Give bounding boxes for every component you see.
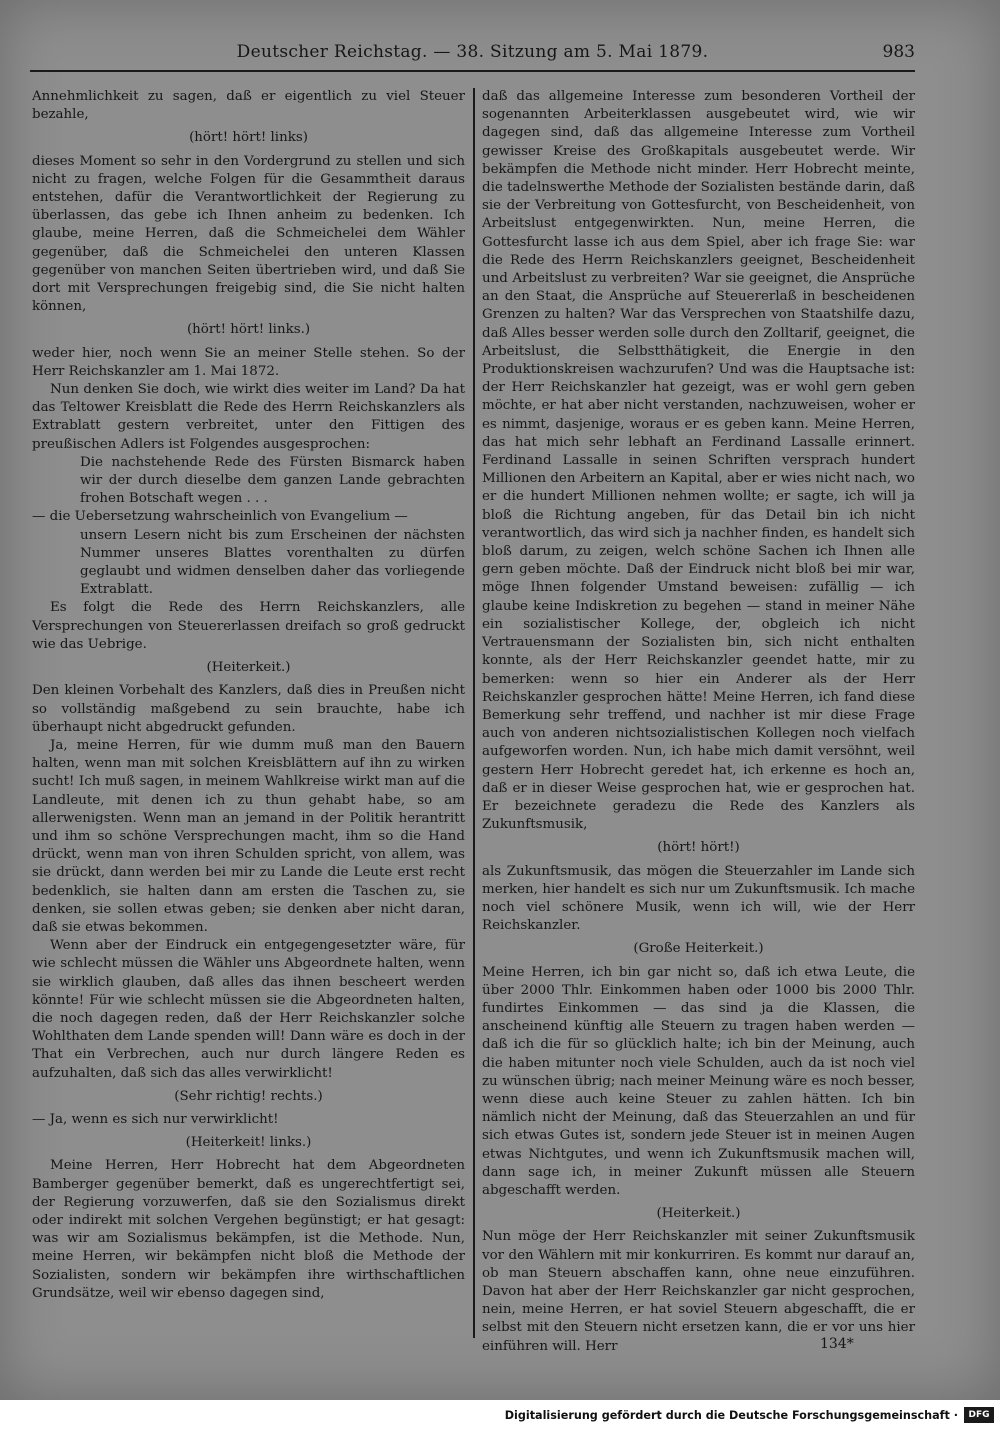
page-number: 983 bbox=[882, 42, 915, 62]
left-paragraph: Die nachstehende Rede des Fürsten Bismarck haben wir der durch dieselbe dem ganzen Lande gebrachten frohen Botschaft wegen . . . bbox=[80, 454, 465, 507]
column-divider bbox=[473, 88, 475, 1338]
left-paragraph: — Ja, wenn es sich nur verwirklicht! bbox=[32, 1111, 279, 1127]
left-interjection: (Sehr richtig! rechts.) bbox=[174, 1088, 323, 1104]
left-interjection: (hört! hört! links.) bbox=[186, 322, 311, 338]
right-paragraph: als Zukunftsmusik, das mögen die Steuerzahler im Lande sich merken, hier handelt es sich nur um Zukunftsmusik. Ich mache noch viel schönere Musik, wenn ich will, wie der Herr Reichskanzler. bbox=[482, 863, 915, 934]
left-paragraph: Annehmlichkeit zu sagen, daß er eigentlich zu viel Steuer bezahle, bbox=[32, 89, 465, 123]
signature-mark: 134* bbox=[820, 1336, 854, 1352]
right-paragraph: Meine Herren, ich bin gar nicht so, daß ich etwa Leute, die über 2000 Thlr. Einkommen haben oder 1000 bis 2000 Thlr. fundirtes Einkommen — das sind ja die Klassen, die anscheinend künftig alle Steuern zu tragen haben werden — daß ich die für so glücklich halte; ich bin der Meinung, auch die haben mitunter noch viele Schulden, auch da ist noch viel zu wünschen übrig; nach meiner Meinung wäre es noch besser, wenn diese auch keine Steuer zu zahlen hätten. Ich bin nämlich nicht der Meinung, daß das Steuerzahlen an und für sich etwas Gutes ist, sondern jede Steuer ist in meinen Augen etwas Nichtgutes, und wenn ich Zukunftsmusik machen will, dann sage ich, in meiner Zukunft müssen alle Steuern abgeschafft werden. bbox=[482, 964, 915, 1198]
page-title: Deutscher Reichstag. — 38. Sitzung am 5. Mai 1879. bbox=[236, 42, 709, 62]
left-paragraph: dieses Moment so sehr in den Vordergrund zu stellen und sich nicht zu fragen, welche Folgen für die Gesammtheit daraus entstehen, dafür die Verantwortlichkeit der Regierung zu überlassen, das gebe ich Ihnen anheim zu bedenken. Ich glaube, meine Herren, daß die Schmeichelei dem Wähler gegenüber, daß die Schmeichelei den unteren Klassen gegenüber von manchen Seiten übertrieben wird, und daß Sie dort mit Versprechungen freigebig sind, die Sie nicht halten können, bbox=[32, 153, 465, 315]
right-interjection: (Große Heiterkeit.) bbox=[633, 941, 764, 957]
running-header bbox=[30, 40, 915, 72]
left-paragraph: Nun denken Sie doch, wie wirkt dies weiter im Land? Da hat das Teltower Kreisblatt die Rede des Herrn Reichskanzlers als Extrablatt gestern verbreitet, unter den Fittigen des preußischen Adlers ist Folgendes ausgesprochen: bbox=[32, 382, 465, 452]
left-paragraph: Meine Herren, Herr Hobrecht hat dem Abgeordneten Bamberger gegenüber bemerkt, daß es ungerechtfertigt sei, der Regierung vorzuwerfen, daß sie den Sozialismus direkt oder indirekt mit solchen Vergehen begünstigt; er hat gesagt: was wir am Sozialismus bekämpfen, ist die Methode. Nun, meine Herren, wir bekämpfen nicht bloß die Methode der Sozialisten, sondern wir bekämpfen ihre wirthschaftlichen Grundsätze, weil wir ebenso dagegen sind, bbox=[32, 1158, 465, 1301]
left-paragraph: Den kleinen Vorbehalt des Kanzlers, daß dies in Preußen nicht so vollständig maßgebend zu sein brauchte, habe ich überhaupt nicht abgedruckt gefunden. bbox=[32, 683, 465, 735]
right-paragraph: daß das allgemeine Interesse zum besonderen Vortheil der sogenannten Arbeiterklassen ausgebeutet wird, wie wir dagegen sind, daß das allgemeine Interesse zum Vortheil gewisser Kreise des Großkapitals ausgebeutet werde. Wir bekämpfen die Methode nicht minder. Herr Hobrecht meinte, die tadelnswerthe Methode der Sozialisten bestände darin, daß sie der Verbreitung von Gottesfurcht, von Bescheidenheit, von Arbeitslust entgegenwirkten. Nun, meine Herren, die Gottesfurcht lasse ich aus dem Spiel, aber ich frage Sie: war die Rede des Herrn Reichskanzlers geeignet, Bescheidenheit und Arbeitslust zu verbreiten? War sie geeignet, die Ansprüche an den Staat, die Ansprüche auf Steuererlaß in bescheidenen Grenzen zu halten? War das Versprechen von Staatshilfe dazu, daß Alles besser werden solle durch den Zolltarif, geeignet, die Arbeitslust, die Selbstthätigkeit, die Energie in den Produktionskreisen wachzurufen? Und was die Hauptsache ist: der Herr Reichskanzler hat gezeigt, was er wohl gern geben möchte, er hat aber nicht verstanden, nachzuweisen, woher er es nimmt, dasjenige, woraus er es geben kann. Meine Herren, das hat mich sehr lebhaft an Ferdinand Lassalle erinnert. Ferdinand Lassalle in seinen Schriften versprach hundert Millionen den Arbeitern an Kapital, aber er wies nicht nach, wo er die hundert Millionen nehmen wollte; er sagte, ich will ja bloß die Richtung angeben, für das Detail bin ich nicht verantwortlich, das wird sich ja nachher finden, es handelt sich bloß darum, zu zeigen, welch schöne Sachen ich Ihnen alle gern geben möchte. Daß der Eindruck nicht bloß bei mir war, möge Ihnen folgender Umstand beweisen: zufällig — ich glaube keine Indiskretion zu begehen — stand in meiner Nähe ein sozialistischer Kollege, der, obgleich ich nicht Vertrauensmann der Sozialisten bin, sich nicht enthalten konnte, als der Herr Reichskanzler geendet hatte, mir zu bemerken: wenn so hier ein Anderer als der Herr Reichskanzler gesprochen hätte! Meine Herren, ich fand diese Bemerkung sehr treffend, und nachher ist mir diese Frage auch von anderen nichtsozialistischen Kollegen noch vielfach aufgeworfen worden. Nun, ich habe mich damit versöhnt, weil gestern Herr Hobrecht geredet hat, ich erkenne es hoch an, daß er in dieser Weise gesprochen hat, wie er gesprochen hat. Er bezeichnete geradezu die Rede des Kanzlers als Zukunftsmusik, bbox=[482, 89, 915, 833]
left-interjection: (Heiterkeit.) bbox=[206, 660, 291, 676]
left-paragraph: Ja, meine Herren, für wie dumm muß man den Bauern halten, wenn man mit solchen Kreisblättern auf ihn zu wirken sucht! Ich muß sagen, in meinem Wahlkreise wirkt man auf die Landleute, mit denen ich zu thun gehabt habe, so am allerwenigsten. Wenn man an jemand in der Politik herantritt und ihm so schöne Versprechungen macht, ihm so die Hand drückt, wenn man von ihren Schulden spricht, von allem, was sie drückt, dann werden bei mir zu Lande die Leute erst recht bedenklich, sie halten dann am ersten die Taschen zu, sie denken, sie sollen etwas geben; sie denken aber nicht daran, daß sie etwas bekommen. bbox=[32, 737, 465, 935]
dfg-logo: DFG bbox=[964, 1407, 994, 1423]
right-paragraph: Nun möge der Herr Reichskanzler mit seiner Zukunftsmusik vor den Wählern mit mir konkurriren. Es kommt nur darauf an, ob man Steuern abschaffen kann, ohne neue einzuführen. Davon hat aber der Herr Reichskanzler gar nicht gesprochen, nein, meine Herren, er hat soviel Steuern abgeschafft, die er selbst mit den Steuern nicht ersetzen kann, die er vor uns hier einführen will. Herr bbox=[482, 1229, 915, 1354]
left-paragraph: — die Uebersetzung wahrscheinlich von Evangelium — bbox=[32, 509, 408, 525]
left-interjection: (hört! hört! links) bbox=[189, 130, 308, 146]
left-paragraph: unsern Lesern nicht bis zum Erscheinen der nächsten Nummer unseres Blattes vorenthalten zu dürfen geglaubt und widmen denselben daher das vorliegende Extrablatt. bbox=[80, 527, 465, 598]
footer-bar bbox=[0, 1400, 1000, 1432]
left-paragraph: Wenn aber der Eindruck ein entgegengesetzter wäre, für wie schlecht müssen die Wähler uns Abgeordnete halten, wenn sie wirklich glauben, daß alles das ihnen bescheert werden könnte! Für wie schlecht müssen sie die Abgeordneten halten, die noch dagegen reden, daß der Herr Reichskanzler solche Wohlthaten dem Lande spenden will! Dann wäre es doch in der That ein Verbrechen, auch nur durch längere Reden es aufzuhalten, daß sich das alles verwirklicht! bbox=[32, 938, 465, 1081]
left-column bbox=[32, 88, 465, 1338]
left-paragraph: weder hier, noch wenn Sie an meiner Stelle stehen. So der Herr Reichskanzler am 1. Mai 1872. bbox=[32, 345, 465, 379]
left-interjection: (Heiterkeit! links.) bbox=[185, 1135, 312, 1151]
left-paragraph: Es folgt die Rede des Herrn Reichskanzlers, alle Versprechungen von Steuererlassen dreifach so groß gedruckt wie das Uebrige. bbox=[32, 600, 465, 652]
right-interjection: (hört! hört!) bbox=[657, 840, 740, 856]
right-interjection: (Heiterkeit.) bbox=[656, 1206, 741, 1222]
funding-note: Digitalisierung gefördert durch die Deutsche Forschungsgemeinschaft · bbox=[504, 1409, 958, 1422]
